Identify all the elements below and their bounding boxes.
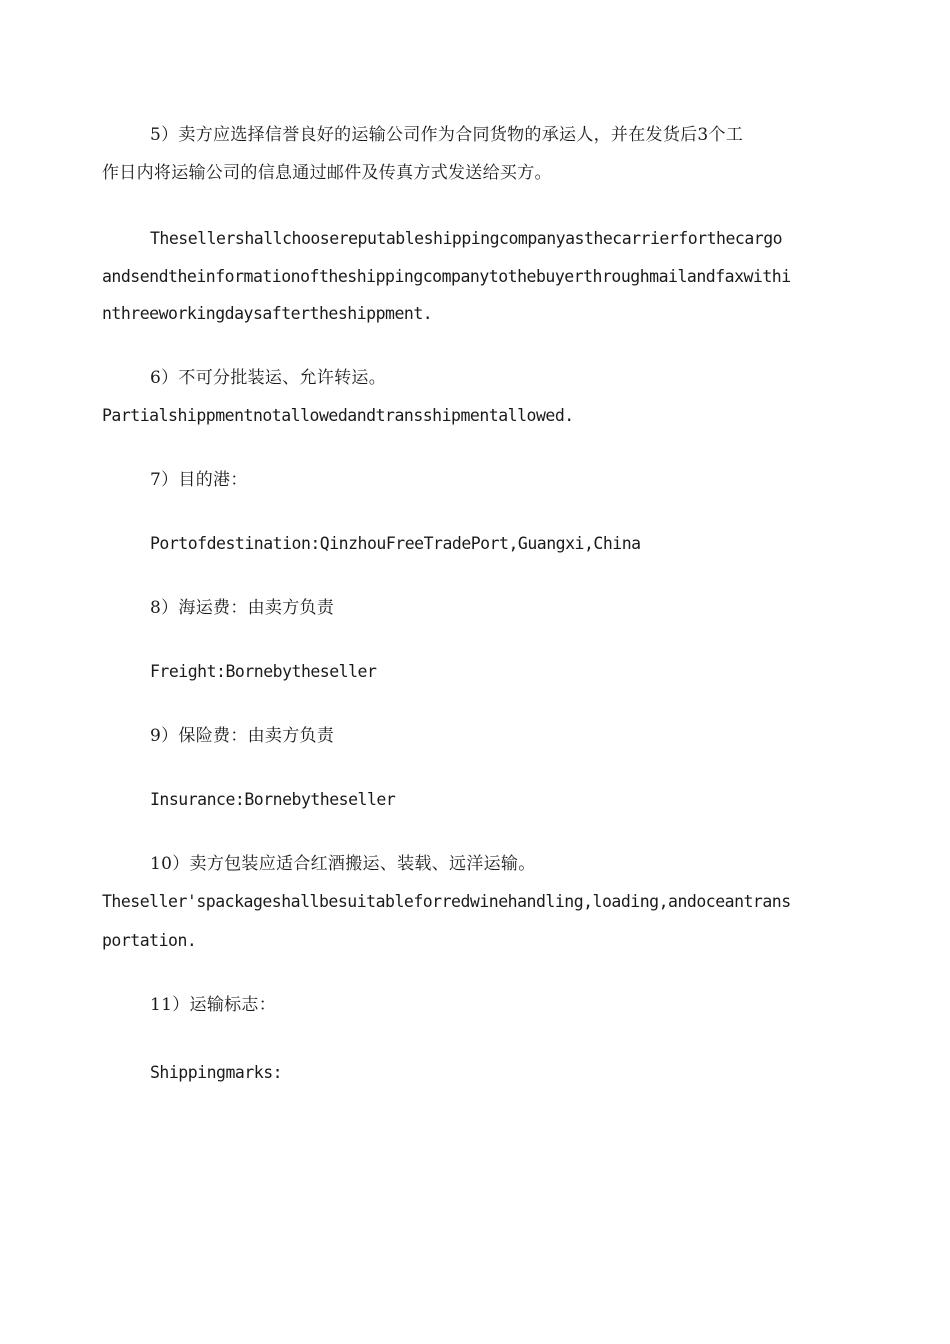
clause-9-zh: 9）保险费：由卖方负责	[150, 726, 335, 746]
clause-7-zh: 7）目的港：	[150, 470, 248, 490]
clause-5-zh-line-2: 作日内将运输公司的信息通过邮件及传真方式发送给买方。	[102, 163, 552, 183]
clause-11-en: Shippingmarks:	[150, 1063, 283, 1082]
clause-5-zh-line-1: 5）卖方应选择信誉良好的运输公司作为合同货物的承运人，并在发货后3个工	[150, 125, 744, 145]
clause-5-en-line-2: andsendtheinformationoftheshippingcompanytothebuyerthroughmailandfaxwithi	[102, 267, 791, 286]
clause-5-en-line-3: nthreeworkingdaysaftertheshippment.	[102, 304, 433, 323]
clause-8-en: Freight:Bornebytheseller	[150, 662, 377, 681]
clause-7-en: Portofdestination:QinzhouFreeTradePort,Guangxi,China	[150, 534, 641, 553]
clause-10-en-line-2: portation.	[102, 931, 197, 950]
clause-6-zh: 6）不可分批装运、允许转运。	[150, 368, 387, 388]
clause-5-en-line-1: Thesellershallchoosereputableshippingcompanyasthecarrierforthecargo	[150, 229, 783, 248]
clause-11-zh: 11）运输标志：	[150, 995, 277, 1015]
clause-10-en-line-1: Theseller'spackageshallbesuitableforredwinehandling,loading,andoceantrans	[102, 892, 791, 911]
clause-8-zh: 8）海运费：由卖方负责	[150, 598, 335, 618]
clause-6-en: Partialshippmentnotallowedandtransshipmentallowed.	[102, 406, 574, 425]
clause-9-en: Insurance:Bornebytheseller	[150, 790, 396, 809]
clause-10-zh: 10）卖方包装应适合红酒搬运、装载、远洋运输。	[150, 854, 536, 874]
